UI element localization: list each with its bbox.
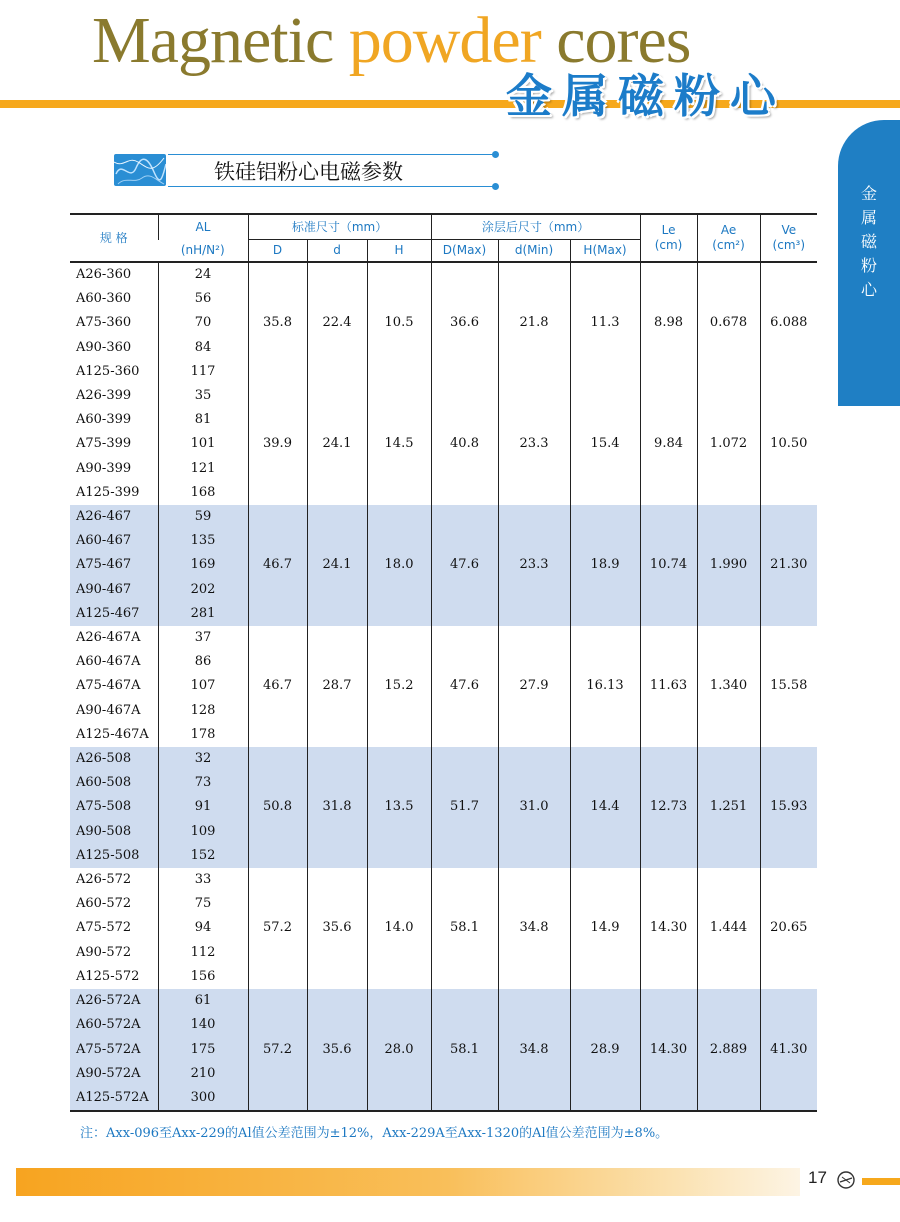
spec-cell: A90-467 [70, 578, 158, 602]
spec-cell: A60-467A [76, 654, 141, 670]
d-cell: 39.9 [248, 384, 307, 505]
chinese-title: 金属磁粉心 [506, 69, 786, 123]
al-cell: 81 [158, 408, 248, 432]
section-bottom-line [168, 186, 494, 187]
al-cell: 156 [158, 965, 248, 989]
spec-cell: A75-572 [76, 920, 132, 936]
spec-cell: A125-360 [76, 363, 140, 379]
ve-cell: 21.30 [760, 505, 817, 626]
d-cell: 46.7 [248, 505, 307, 626]
side-tab-label: 金 属 磁 粉 心 [860, 184, 877, 299]
al-cell: 281 [158, 602, 248, 626]
al-cell: 37 [158, 626, 248, 650]
le-cell: 12.73 [640, 747, 697, 868]
al-cell: 24 [158, 262, 248, 287]
footer-gradient-bar [16, 1168, 800, 1196]
ve-cell: 6.088 [760, 262, 817, 384]
h-cell: 14.5 [367, 384, 431, 505]
side-tab [838, 120, 900, 406]
dmax-cell: 40.8 [431, 384, 498, 505]
header-al-unit: (nH/N²) [180, 242, 225, 257]
al-cell: 70 [158, 311, 248, 335]
dmin-cell: 27.9 [498, 626, 570, 747]
le-cell: 14.30 [640, 868, 697, 989]
al-cell: 73 [158, 771, 248, 795]
hmax-cell: 15.4 [570, 384, 640, 505]
spec-cell: A90-467A [76, 702, 141, 718]
dmin-cell: 34.8 [498, 868, 570, 989]
ae-cell: 1.444 [697, 868, 760, 989]
spec-cell: A60-467 [70, 529, 158, 553]
parameter-table [70, 213, 817, 1112]
header-le-label: Le [661, 223, 676, 237]
spec-cell: A60-508 [70, 771, 158, 795]
header-al: AL [158, 214, 248, 240]
d-cell: 24.1 [307, 384, 367, 505]
spec-cell: A75-572A [70, 1038, 158, 1062]
table-row [70, 505, 817, 529]
header-coated-size: 涂层后尺寸（mm） [431, 214, 640, 240]
h-cell: 28.0 [367, 989, 431, 1111]
ae-cell: 0.678 [697, 262, 760, 384]
le-cell: 9.84 [640, 384, 697, 505]
spec-cell: A26-399 [76, 388, 132, 404]
spec-cell: A125-399 [76, 484, 140, 500]
title-word-magnetic: Magnetic [92, 4, 334, 77]
ve-cell: 15.58 [760, 626, 817, 747]
ve-cell: 41.30 [760, 989, 817, 1111]
spec-cell: A125-508 [70, 844, 158, 868]
spec-cell: A60-572 [76, 896, 132, 912]
ae-cell: 1.251 [697, 747, 760, 868]
d-cell: 24.1 [307, 505, 367, 626]
al-cell: 202 [158, 578, 248, 602]
section-top-line [168, 154, 494, 155]
header-D: D [248, 240, 307, 263]
header-d: d [307, 240, 367, 263]
header-ae [697, 214, 760, 262]
dmax-cell: 58.1 [431, 989, 498, 1111]
table-row [70, 747, 817, 771]
dmax-cell: 47.6 [431, 505, 498, 626]
ae-cell: 1.072 [697, 384, 760, 505]
al-cell: 86 [158, 650, 248, 674]
d-cell: 57.2 [248, 989, 307, 1111]
hmax-cell: 18.9 [570, 505, 640, 626]
hmax-cell: 14.4 [570, 747, 640, 868]
le-cell: 11.63 [640, 626, 697, 747]
dmin-cell: 31.0 [498, 747, 570, 868]
spec-cell: A90-572A [70, 1062, 158, 1086]
d-cell: 57.2 [248, 868, 307, 989]
header-le-unit: (cm) [654, 238, 683, 252]
d-cell: 35.6 [307, 868, 367, 989]
section-header [114, 150, 500, 190]
header-spec: 规 格 [70, 214, 158, 262]
al-cell: 33 [158, 868, 248, 892]
spec-cell: A75-467A [76, 678, 141, 694]
dmin-cell: 23.3 [498, 384, 570, 505]
table-row [70, 262, 817, 287]
le-cell: 10.74 [640, 505, 697, 626]
al-cell: 56 [158, 287, 248, 311]
footer-logo-icon [836, 1170, 856, 1190]
header-dmin: d(Min) [498, 240, 570, 263]
al-cell: 109 [158, 820, 248, 844]
dmin-cell: 34.8 [498, 989, 570, 1111]
h-cell: 14.0 [367, 868, 431, 989]
h-cell: 18.0 [367, 505, 431, 626]
ve-cell: 10.50 [760, 384, 817, 505]
al-cell: 175 [158, 1038, 248, 1062]
d-cell: 28.7 [307, 626, 367, 747]
d-cell: 35.8 [248, 262, 307, 384]
d-cell: 50.8 [248, 747, 307, 868]
dmax-cell: 47.6 [431, 626, 498, 747]
marble-pattern-icon [114, 154, 166, 186]
spec-cell: A26-467A [76, 630, 141, 646]
al-cell: 135 [158, 529, 248, 553]
al-cell: 35 [158, 384, 248, 408]
spec-cell: A125-467A [76, 726, 149, 742]
al-cell: 94 [158, 916, 248, 940]
header-ae-label: Ae [720, 223, 737, 237]
al-cell: 210 [158, 1062, 248, 1086]
al-cell: 101 [158, 432, 248, 456]
dmax-cell: 58.1 [431, 868, 498, 989]
d-cell: 31.8 [307, 747, 367, 868]
spec-cell: A26-467 [70, 505, 158, 529]
table-row [70, 384, 817, 408]
header-ve-unit: (cm³) [772, 238, 806, 252]
section-title: 铁硅铝粉心电磁参数 [214, 160, 403, 184]
hmax-cell: 11.3 [570, 262, 640, 384]
ae-cell: 1.340 [697, 626, 760, 747]
ae-cell: 2.889 [697, 989, 760, 1111]
ve-cell: 20.65 [760, 868, 817, 989]
spec-cell: A26-508 [70, 747, 158, 771]
dmin-cell: 21.8 [498, 262, 570, 384]
le-cell: 8.98 [640, 262, 697, 384]
ve-cell: 15.93 [760, 747, 817, 868]
table-body [70, 262, 817, 1111]
header-le [640, 214, 697, 262]
h-cell: 15.2 [367, 626, 431, 747]
al-cell: 59 [158, 505, 248, 529]
section-top-dot [492, 151, 499, 158]
al-cell: 117 [158, 360, 248, 384]
al-cell: 91 [158, 795, 248, 819]
spec-cell: A125-572 [76, 968, 140, 984]
table-row [70, 989, 817, 1013]
spec-cell: A60-572A [70, 1013, 158, 1037]
title-word-powder: powder [348, 4, 541, 77]
header-ve [760, 214, 817, 262]
al-cell: 112 [158, 941, 248, 965]
dmax-cell: 36.6 [431, 262, 498, 384]
tolerance-note: 注：Axx-096至Axx-229的Al值公差范围为±12%，Axx-229A至Axx-1320的Al值公差范围为±8%。 [80, 1126, 669, 1141]
al-cell: 84 [158, 336, 248, 360]
table-row [70, 868, 817, 892]
hmax-cell: 28.9 [570, 989, 640, 1111]
spec-cell: A26-572 [76, 872, 132, 888]
h-cell: 13.5 [367, 747, 431, 868]
ae-cell: 1.990 [697, 505, 760, 626]
al-cell: 168 [158, 481, 248, 505]
al-cell: 61 [158, 989, 248, 1013]
spec-cell: A75-508 [70, 795, 158, 819]
dmax-cell: 51.7 [431, 747, 498, 868]
spec-cell: A26-360 [76, 267, 132, 282]
al-cell: 140 [158, 1013, 248, 1037]
al-cell: 32 [158, 747, 248, 771]
d-cell: 22.4 [307, 262, 367, 384]
spec-cell: A90-508 [70, 820, 158, 844]
hmax-cell: 16.13 [570, 626, 640, 747]
spec-cell: A75-360 [76, 315, 132, 331]
spec-cell: A60-399 [76, 412, 132, 428]
d-cell: 35.6 [307, 989, 367, 1111]
header-Dmax: D(Max) [431, 240, 498, 263]
d-cell: 46.7 [248, 626, 307, 747]
page-number: 17 [808, 1168, 827, 1187]
al-cell: 169 [158, 553, 248, 577]
spec-cell: A75-467 [70, 553, 158, 577]
spec-cell: A90-572 [76, 944, 132, 960]
al-cell: 152 [158, 844, 248, 868]
spec-cell: A90-399 [76, 460, 132, 476]
spec-cell: A26-572A [70, 989, 158, 1013]
spec-cell: A125-572A [70, 1086, 158, 1111]
dmin-cell: 23.3 [498, 505, 570, 626]
h-cell: 10.5 [367, 262, 431, 384]
spec-cell: A90-360 [76, 339, 132, 355]
header-std-size: 标准尺寸（mm） [248, 214, 431, 240]
al-cell: 107 [158, 674, 248, 698]
table-row [70, 626, 817, 650]
al-cell: 178 [158, 723, 248, 747]
section-bottom-dot [492, 183, 499, 190]
header-ve-label: Ve [781, 223, 797, 237]
spec-cell: A125-467 [70, 602, 158, 626]
header-H: H [367, 240, 431, 263]
al-cell: 300 [158, 1086, 248, 1111]
al-cell: 75 [158, 892, 248, 916]
al-cell: 121 [158, 457, 248, 481]
spec-cell: A60-360 [76, 291, 132, 307]
hmax-cell: 14.9 [570, 868, 640, 989]
footer-orange-line [862, 1178, 900, 1185]
header-ae-unit: (cm²) [712, 238, 745, 252]
al-cell: 128 [158, 699, 248, 723]
spec-cell: A75-399 [76, 436, 132, 452]
title-word-cores: cores [556, 4, 691, 77]
le-cell: 14.30 [640, 989, 697, 1111]
header-Hmax: H(Max) [570, 240, 640, 263]
